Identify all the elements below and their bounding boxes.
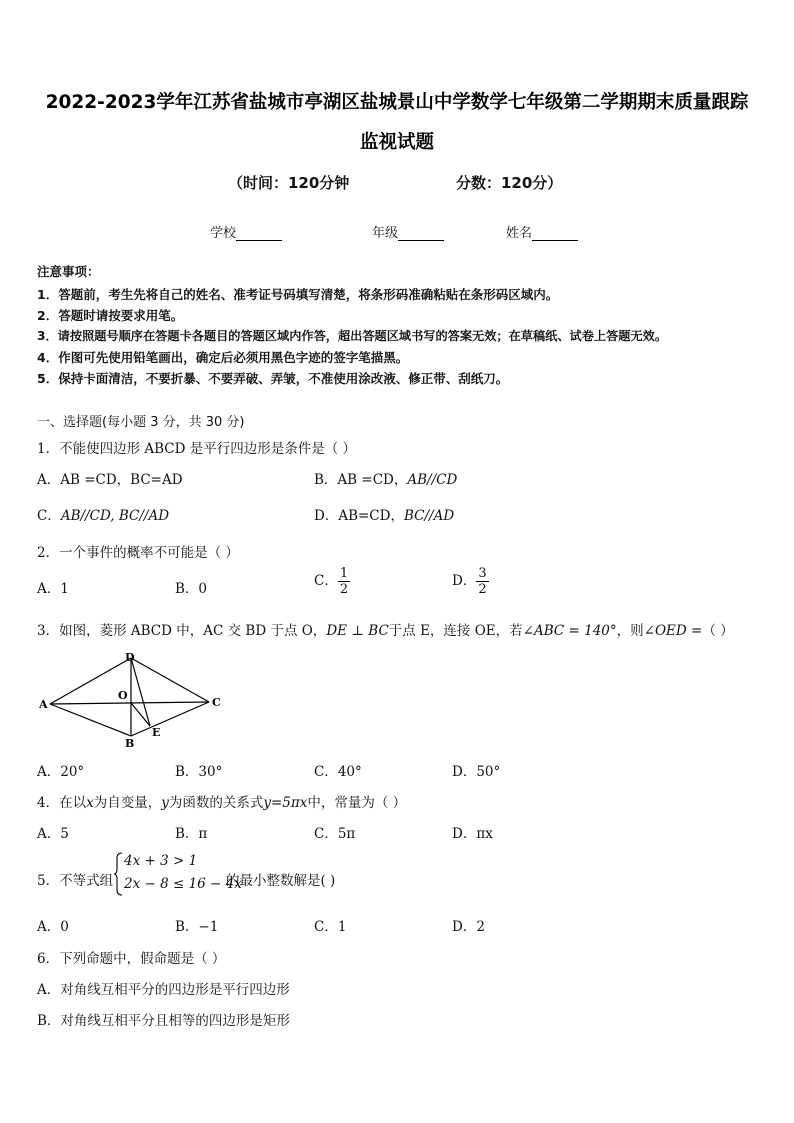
q6-option-a[interactable]: A．对角线互相平分的四边形是平行四边形 [37, 982, 290, 998]
q6-option-b[interactable]: B．对角线互相平分且相等的四边形是矩形 [37, 1013, 290, 1029]
q5-option-b[interactable]: B．−1 [175, 919, 219, 935]
exam-title-line1: 2022-2023学年江苏省盐城市亭湖区盐城景山中学数学七年级第二学期期末质量跟踪 [45, 92, 749, 113]
fraction-denominator: 2 [339, 582, 349, 597]
grade-blank[interactable] [398, 228, 444, 241]
question-5-stem-prefix: 5．不等式组 [37, 873, 114, 889]
q3-stem-part: 于点 E，连接 OE，若 [388, 623, 523, 639]
q4-stem-part: 为自变量， [93, 795, 162, 811]
name-blank[interactable] [532, 228, 578, 241]
q3-option-b[interactable]: B．30° [175, 764, 223, 780]
question-3-stem [37, 619, 734, 639]
q1-option-c-math: AB//CD, BC//AD [60, 508, 170, 524]
school-label: 学校 [210, 226, 237, 241]
q4-stem-part: 中，常量为（ ） [307, 795, 407, 811]
q3-stem-math: ∠OED = [643, 623, 703, 639]
q4-option-b[interactable]: B．π [175, 826, 208, 842]
question-4-stem [37, 791, 406, 811]
q3-stem-math: DE ⊥ BC [326, 623, 389, 639]
note-item: 1．答题前，考生先将自己的姓名、准考证号码填写清楚，将条形码准确粘贴在条形码区域内。 [37, 287, 559, 302]
q2-option-d-fraction [476, 566, 488, 597]
question-2-stem: 2．一个事件的概率不可能是（ ） [37, 545, 239, 561]
edge-ba [50, 704, 131, 736]
diagonal-ac [50, 702, 209, 704]
q1-option-d-prefix: D．AB=CD， [314, 508, 404, 524]
grade-field [372, 222, 444, 241]
question-1-stem: 1．不能使四边形 ABCD 是平行四边形是条件是（ ） [37, 441, 357, 457]
q4-formula: y=5πx [263, 795, 308, 811]
rhombus-diagram [36, 650, 236, 750]
label-b: B [125, 737, 135, 750]
q4-var-y: y [161, 795, 169, 811]
question-6-stem: 6．下列命题中，假命题是（ ） [37, 951, 226, 967]
name-field [506, 222, 578, 241]
q3-option-c[interactable]: C．40° [314, 764, 362, 780]
q5-option-d[interactable]: D．2 [452, 919, 485, 935]
note-item: 2．答题时请按要求用笔。 [37, 308, 184, 323]
q4-option-c[interactable]: C．5π [314, 826, 356, 842]
grade-label: 年级 [372, 226, 399, 241]
notes-heading: 注意事项： [37, 264, 100, 279]
exam-title-line2: 监视试题 [359, 132, 434, 153]
inequality-1: 4x + 3 > 1 [124, 853, 198, 869]
note-item: 3．请按照题号顺序在答题卡各题目的答题区域内作答，超出答题区域书写的答案无效；在草稿纸、试卷上答题无效。 [37, 329, 668, 343]
q1-option-d[interactable] [314, 504, 454, 524]
q5-option-c[interactable]: C．1 [314, 919, 347, 935]
q4-stem-part: 为函数的关系式 [168, 795, 264, 811]
q4-stem-part: 4．在以 [37, 795, 87, 811]
q3-stem-part: ，则 [616, 623, 644, 639]
q2-option-c-prefix: C． [314, 573, 338, 589]
school-field [210, 222, 282, 241]
q1-option-b[interactable] [314, 468, 457, 488]
fraction-denominator: 2 [478, 582, 487, 597]
label-e: E [152, 726, 161, 739]
exam-score: 分数：120分） [456, 174, 563, 192]
q4-option-d[interactable] [452, 822, 493, 842]
fraction-numerator: 1 [339, 566, 349, 581]
segment-de [131, 658, 150, 726]
note-item: 4．作图可先使用铅笔画出，确定后必须用黑色字迹的签字笔描黑。 [37, 350, 409, 365]
q2-option-c[interactable] [314, 566, 350, 597]
q1-option-c[interactable] [37, 504, 169, 524]
q4-option-d-text: D．πx [452, 826, 493, 842]
label-c: C [212, 696, 221, 709]
label-d: D [125, 651, 135, 664]
label-o: O [118, 689, 128, 702]
name-label: 姓名 [506, 226, 533, 241]
q3-option-d[interactable]: D．50° [452, 764, 501, 780]
q2-option-d[interactable] [452, 566, 489, 597]
q2-option-a[interactable]: A．1 [37, 581, 69, 597]
q2-option-c-fraction [338, 566, 350, 597]
q3-option-a[interactable]: A．20° [37, 764, 85, 780]
question-5-stem-suffix: 的最小整数解是( ) [226, 873, 336, 889]
q1-option-c-prefix: C． [37, 508, 61, 524]
fraction-numerator: 3 [478, 566, 487, 581]
q4-var-x: x [86, 795, 94, 811]
q2-option-d-prefix: D． [452, 573, 477, 589]
q1-option-d-math: BC//AD [403, 508, 455, 524]
q3-stem-part: （ ） [702, 623, 734, 639]
q2-option-b[interactable]: B．0 [175, 581, 208, 597]
edge-dc [131, 658, 209, 702]
edge-cb [131, 702, 209, 736]
q1-option-a[interactable]: A．AB =CD，BC=AD [37, 472, 183, 488]
q1-option-b-math: AB//CD [407, 472, 458, 488]
section-heading: 一、选择题(每小题 3 分，共 30 分) [37, 415, 245, 430]
note-item: 5．保持卡面清洁，不要折暴、不要弄破、弄皱，不准使用涂改液、修正带、刮纸刀。 [37, 371, 509, 386]
q3-stem-math: ∠ABC = 140° [522, 623, 617, 639]
label-a: A [39, 698, 48, 711]
q1-option-b-prefix: B．AB =CD， [314, 472, 408, 488]
school-blank[interactable] [236, 228, 282, 241]
exam-time: （时间：120分钟 [228, 174, 350, 192]
q5-option-a[interactable]: A．0 [37, 919, 69, 935]
q4-option-a[interactable]: A．5 [37, 826, 69, 842]
system-brace-icon [113, 852, 123, 896]
q3-stem-part: 3．如图，菱形 ABCD 中，AC 交 BD 于点 O， [37, 623, 327, 639]
inequality-2: 2x − 8 ≤ 16 − 4x [124, 876, 242, 892]
